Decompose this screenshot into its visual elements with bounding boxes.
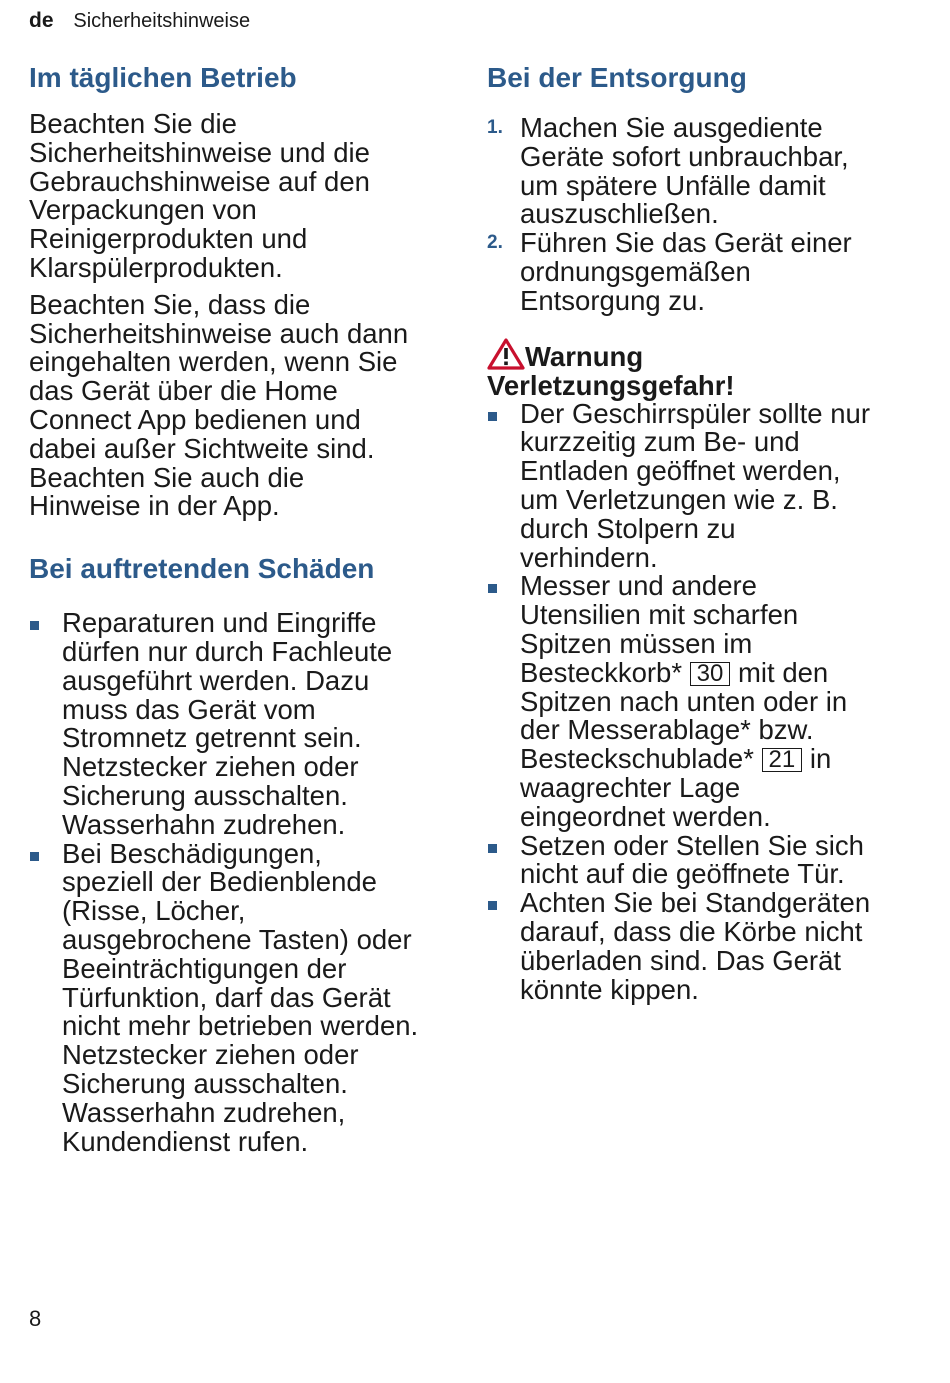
heading-daily-operation: Im täglichen Betrieb — [29, 62, 297, 93]
left-column — [29, 60, 449, 1156]
bullet-square-icon — [30, 852, 39, 861]
bullet-square-icon — [488, 844, 497, 853]
step-number: 2. — [487, 232, 503, 254]
section-title: Sicherheitshinweise — [73, 10, 251, 32]
warning-title: Warnung — [525, 340, 644, 372]
warning-heading — [487, 338, 917, 400]
bullet-square-icon — [488, 412, 497, 421]
paragraph-home-connect: Beachten Sie, dass die Sicherheitshinweise auch dann eingehalten werden, wenn Sie das Gerät über die Home Connect App bedienen und dabei außer Sichtweite sind. Beachten Sie auch die Hinweise in der App. — [29, 288, 409, 522]
list-item: Reparaturen und Eingriffe dürfen nur durch Fachleute ausgeführt werden. Dazu muss das Gerät vom Stromnetz getrennt sein. Netzstecker ziehen oder Sicherung ausschalten. Wasserhahn zudrehen. — [29, 609, 449, 839]
warning-subtitle: Verletzungsgefahr! — [487, 369, 735, 401]
page-number: 8 — [29, 1306, 42, 1331]
bullet-square-icon — [488, 901, 497, 910]
list-item: Bei Beschädigungen, speziell der Bedienblende (Risse, Löcher, ausgebrochene Tasten) oder Beeinträchtigungen der Türfunktion, darf das Gerät nicht mehr betrieben werden. Netzstecker ziehen oder Sicherung ausschalten. Wasserhahn zudrehen, Kundendienst rufen. — [29, 840, 449, 1157]
disposal-steps — [487, 114, 917, 316]
bullet-square-icon — [488, 584, 497, 593]
heading-damages: Bei auftretenden Schäden — [29, 553, 375, 585]
item-reference-box: 21 — [762, 748, 803, 772]
bullet-square-icon — [30, 621, 39, 630]
list-item: 2. Führen Sie das Gerät einer ordnungsgemäßen Entsorgung zu. — [487, 227, 852, 316]
damage-list — [29, 609, 449, 1156]
page-header — [29, 9, 250, 33]
warning-triangle-icon — [487, 338, 525, 370]
list-item: Messer und andere Utensilien mit scharfen Spitzen müssen im Besteckkorb* 30 mit den Spitzen nach unten oder in der Messerablage* bzw. Besteckschublade* 21 in waagrechter Lage eingeordnet werden. — [487, 572, 917, 831]
item-reference-box: 30 — [690, 662, 731, 686]
paragraph-cleaning-products: Beachten Sie die Sicherheitshinweise und die Gebrauchshinweise auf den Verpackungen von Reinigerprodukten und Klarspülerprodukten. — [29, 108, 370, 283]
warning-list — [487, 397, 917, 1005]
list-item: Setzen oder Stellen Sie sich nicht auf die geöffnete Tür. — [487, 832, 917, 890]
right-column — [487, 60, 917, 1004]
list-item: Der Geschirrspüler sollte nur kurzzeitig zum Be- und Entladen geöffnet werden, um Verletzungen wie z. B. durch Stolpern zu verhindern. — [487, 400, 917, 573]
list-item: 1. Machen Sie ausgediente Geräte sofort unbrauchbar, um spätere Unfälle damit auszuschließen. — [487, 112, 849, 230]
language-tag: de — [29, 9, 54, 32]
list-item: Achten Sie bei Standgeräten darauf, dass die Körbe nicht überladen sind. Das Gerät könnte kippen. — [487, 889, 917, 1004]
heading-disposal: Bei der Entsorgung — [487, 62, 747, 93]
step-number: 1. — [487, 117, 503, 138]
